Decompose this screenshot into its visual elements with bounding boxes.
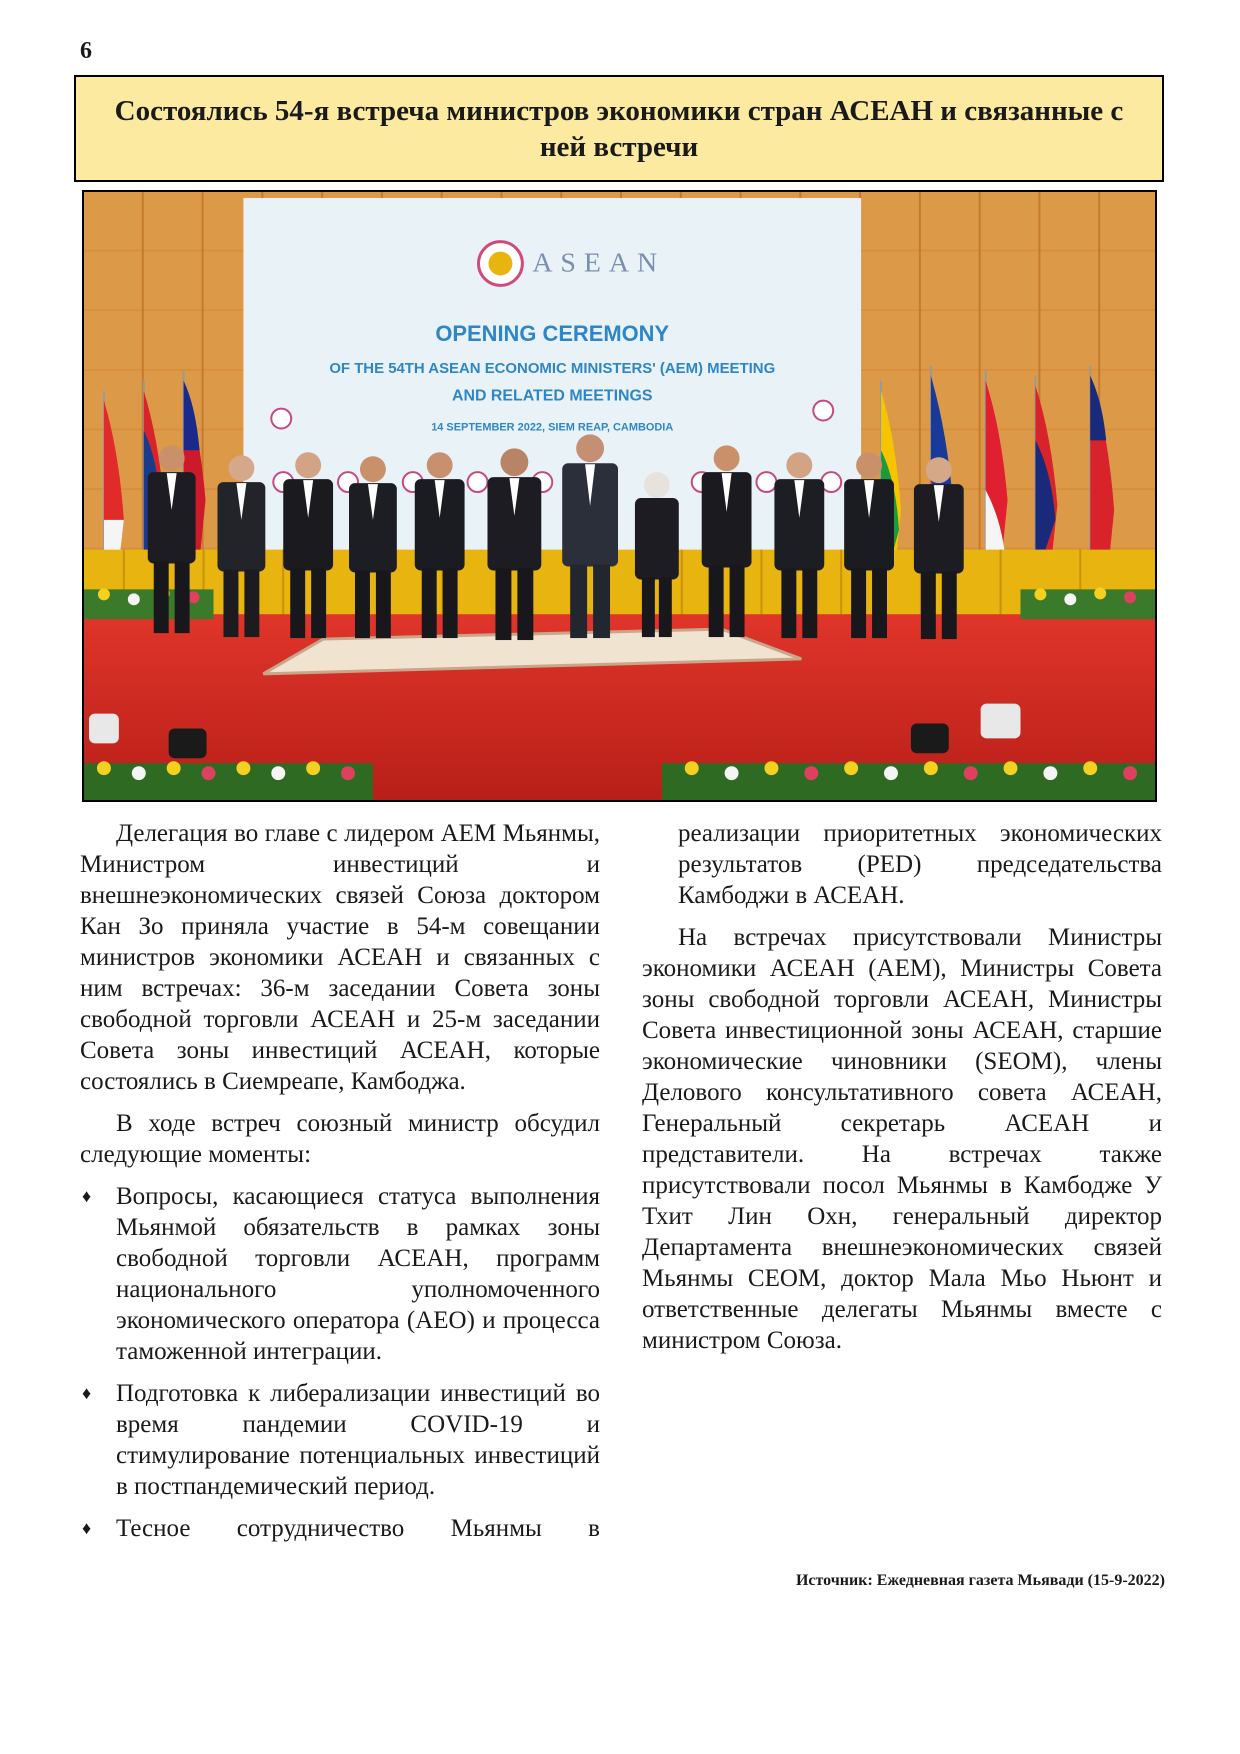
banner-line-3: AND RELATED MEETINGS [451, 387, 653, 405]
list-item-text: Подготовка к либерализации инвестиций во время пандемии COVID-19 и стимулирование потенциальных инвестиций в постпандемический период. [116, 1380, 600, 1500]
ceremony-photo [82, 190, 1157, 802]
left-column [80, 818, 600, 1555]
source-credit: Источник: Ежедневная газета Мьявади (15-9-2022) [795, 1572, 1165, 1589]
bullet-continuation: реализации приоритетных экономических результатов (PED) председательства Камбоджи в АСЕАН. [678, 820, 1162, 909]
right-column [642, 818, 1162, 1367]
list-item [80, 1513, 600, 1544]
discussion-points-list [80, 1181, 600, 1544]
list-item-text: Вопросы, касающиеся статуса выполнения Мьянмой обязательств в рамках зоны свободной торговли АСЕАН, программ национального уполномоченного экономического оператора (AEO) и процесса таможенной интеграции. [116, 1183, 600, 1365]
asean-logo-icon [479, 242, 523, 286]
attendees-paragraph: На встречах присутствовали Министры экономики АСЕАН (AEM), Министры Совета зоны свободной торговли АСЕАН, Министры Совета инвестиционной зоны АСЕАН, старшие экономические чиновники (SEOM), члены Делового консультативного совета АСЕАН, Генеральный секретарь АСЕАН и представители. На встречах также присутствовали посол Мьянмы в Камбодже У Тхит Лин Охн, генеральный директор Департамента внешнеэкономических связей Мьянмы СЕОМ, доктор Мала Мьо Ньюнт и ответственные делегаты Мьянмы вместе с министром Союза. [642, 924, 1162, 1354]
ceremony-photo-illustration [84, 192, 1155, 800]
list-item [80, 1181, 600, 1367]
diamond-bullet-icon: ♦ [82, 1383, 92, 1403]
banner-logo-text: ASEAN [532, 247, 666, 279]
diamond-bullet-icon: ♦ [82, 1518, 92, 1538]
diamond-bullet-icon: ♦ [82, 1186, 92, 1206]
list-item [80, 1378, 600, 1502]
banner-line-2: OF THE 54TH ASEAN ECONOMIC MINISTERS' (AEM) MEETING [329, 359, 776, 377]
banner-line-4: 14 SEPTEMBER 2022, SIEM REAP, CAMBODIA [431, 421, 674, 434]
discussion-intro: В ходе встреч союзный министр обсудил следующие моменты: [80, 1110, 600, 1168]
list-item-text: Тесное сотрудничество Мьянмы в [116, 1515, 600, 1542]
intro-paragraph: Делегация во главе с лидером AEM Мьянмы, Министром инвестиций и внешнеэкономических связей Союза доктором Кан Зо приняла участие в 54-м совещании министров экономики АСЕАН и связанных с ним встречах: 36-м заседании Совета зоны свободной торговли АСЕАН и 25-м заседании Совета зоны инвестиций АСЕАН, которые состоялись в Сиемреапе, Камбоджа. [80, 820, 600, 1095]
page-number: 6 [80, 38, 92, 64]
banner-line-1: OPENING CEREMONY [435, 321, 670, 347]
article-title: Состоялись 54-я встреча министров экономики стран АСЕАН и связанные с ней встречи [74, 75, 1164, 182]
